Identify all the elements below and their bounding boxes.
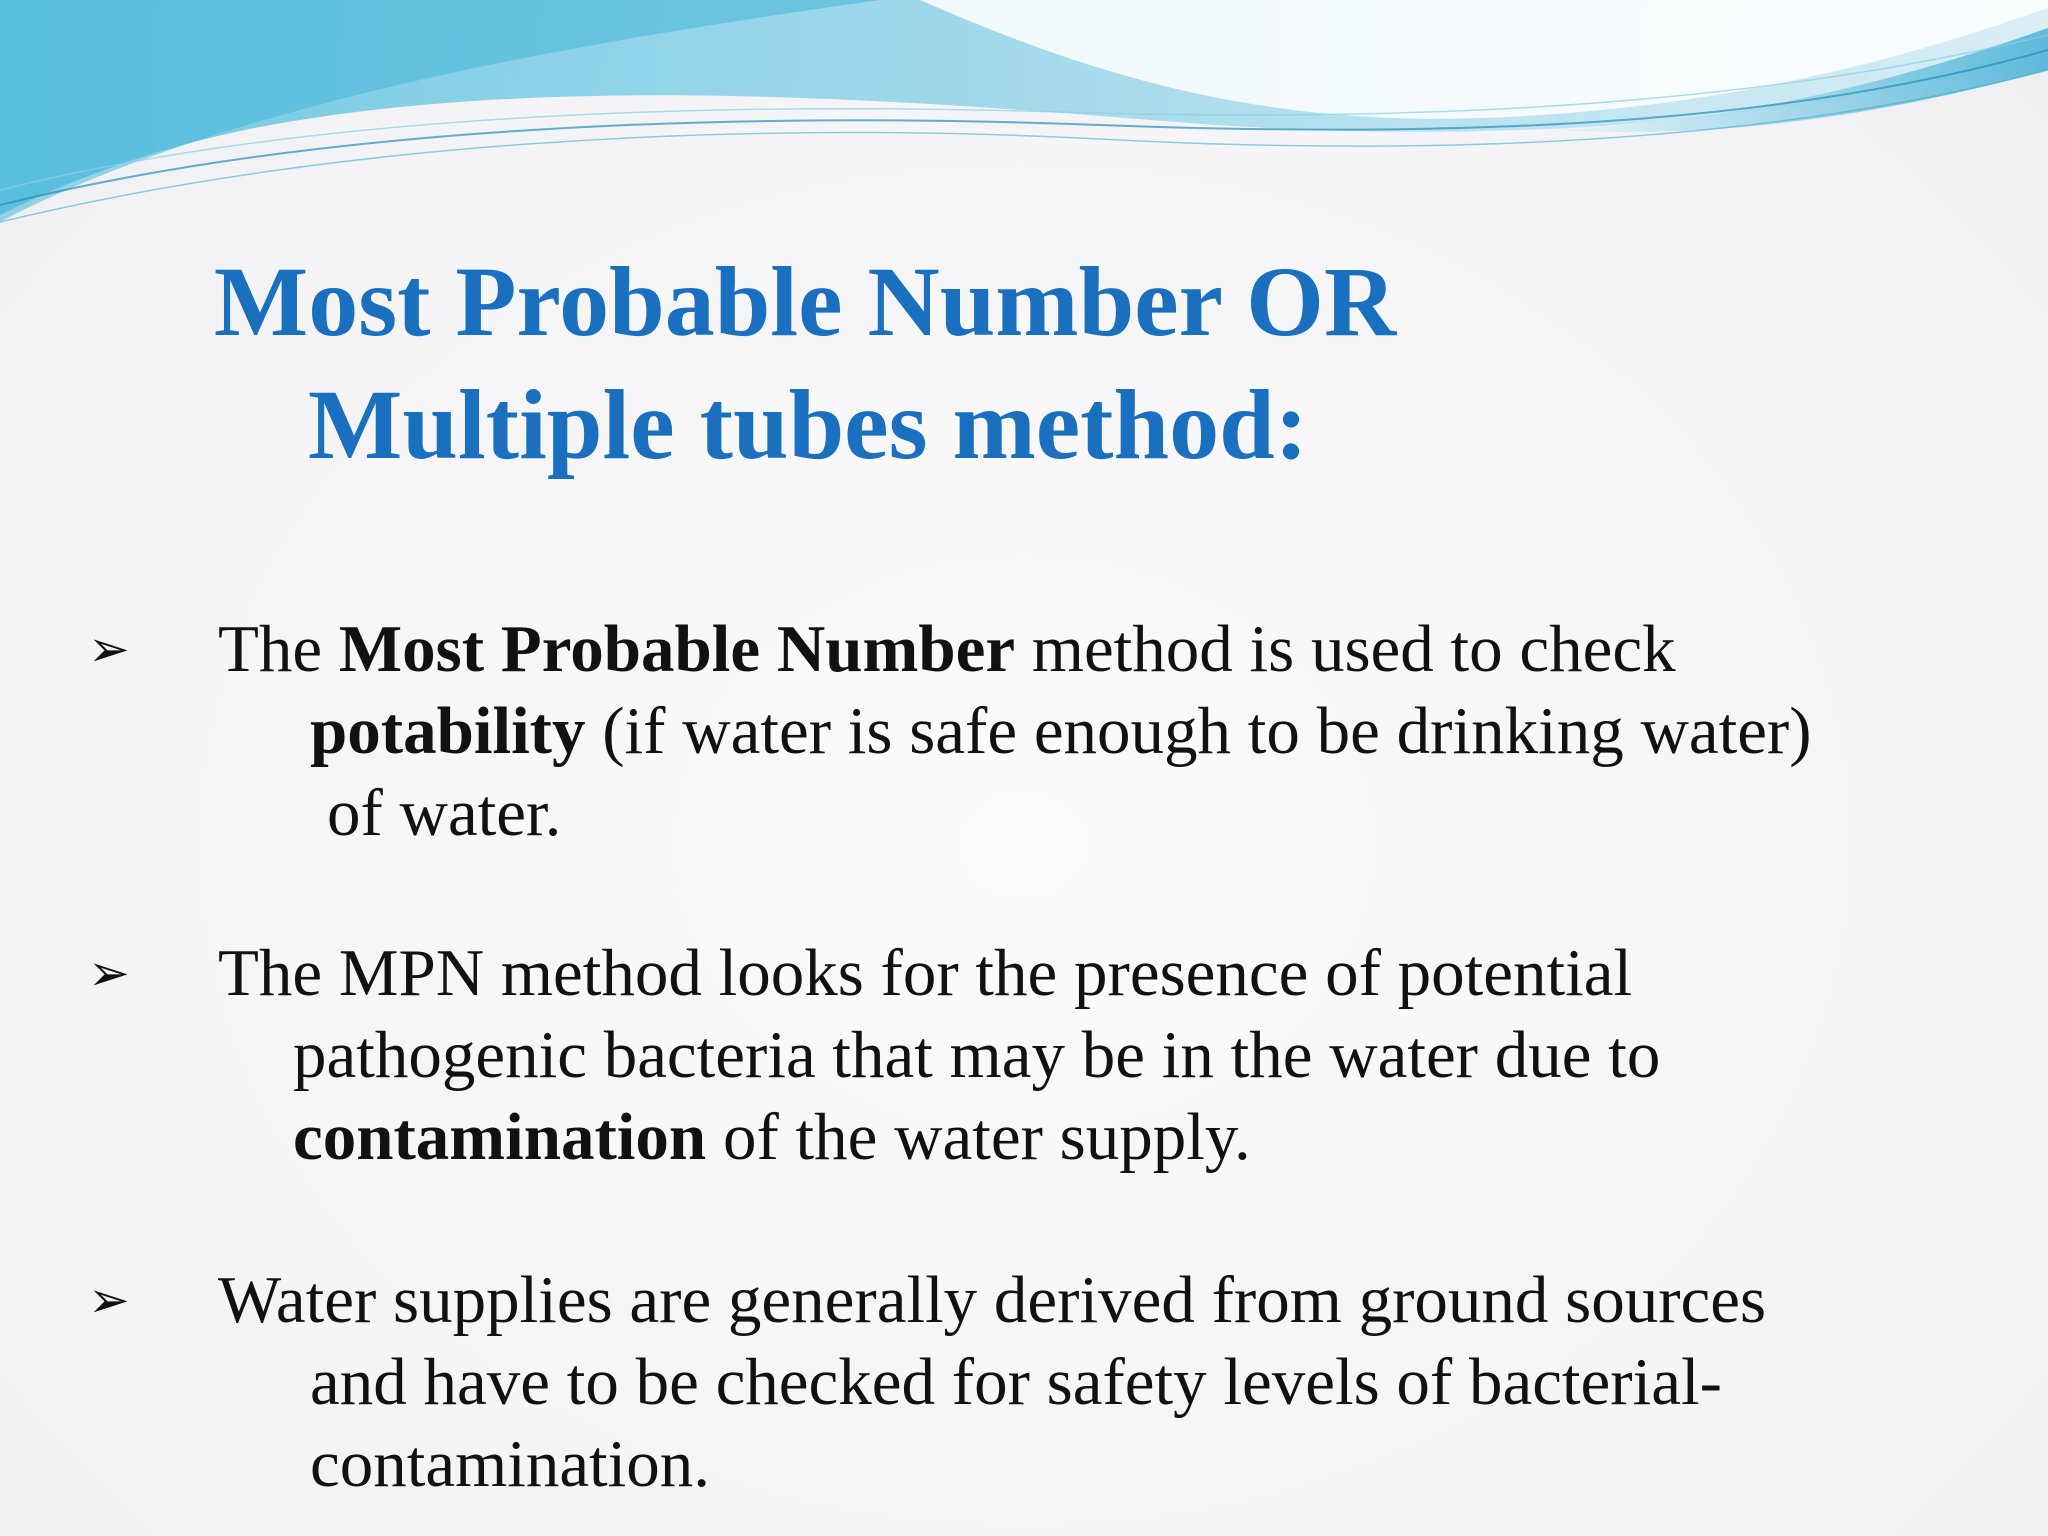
bullet-2-emphasis-contamination: contamination (293, 1100, 707, 1174)
bullet-1-line-2: potability (if water is safe enough to be drinking water) (310, 694, 1812, 768)
slide-title-line-1: Most Probable Number OR (213, 246, 1397, 357)
arrow-bullet-icon: ➢ (88, 1271, 130, 1329)
bullet-1-line-3: of water. (327, 776, 562, 850)
bullet-2-line-3: contamination of the water supply. (293, 1100, 1251, 1174)
arrow-bullet-icon: ➢ (88, 944, 130, 1002)
bullet-2-line-2: pathogenic bacteria that may be in the water due to (293, 1018, 1661, 1092)
slide-title-line-2: Multiple tubes method: (308, 369, 1308, 480)
bullet-3-line-3: contamination. (310, 1427, 711, 1501)
bullet-1-emphasis-mpn: Most Probable Number (338, 612, 1016, 686)
bullet-1-emphasis-potability: potability (310, 694, 586, 768)
bullet-1-line-1: The Most Probable Number method is used to check (218, 612, 1676, 686)
arrow-bullet-icon: ➢ (88, 620, 130, 678)
bullet-3-line-1: Water supplies are generally derived from ground sources (218, 1263, 1767, 1337)
bullet-2-line-1: The MPN method looks for the presence of potential (218, 936, 1633, 1010)
bullet-3-line-2: and have to be checked for safety levels of bacterial- (310, 1345, 1722, 1419)
